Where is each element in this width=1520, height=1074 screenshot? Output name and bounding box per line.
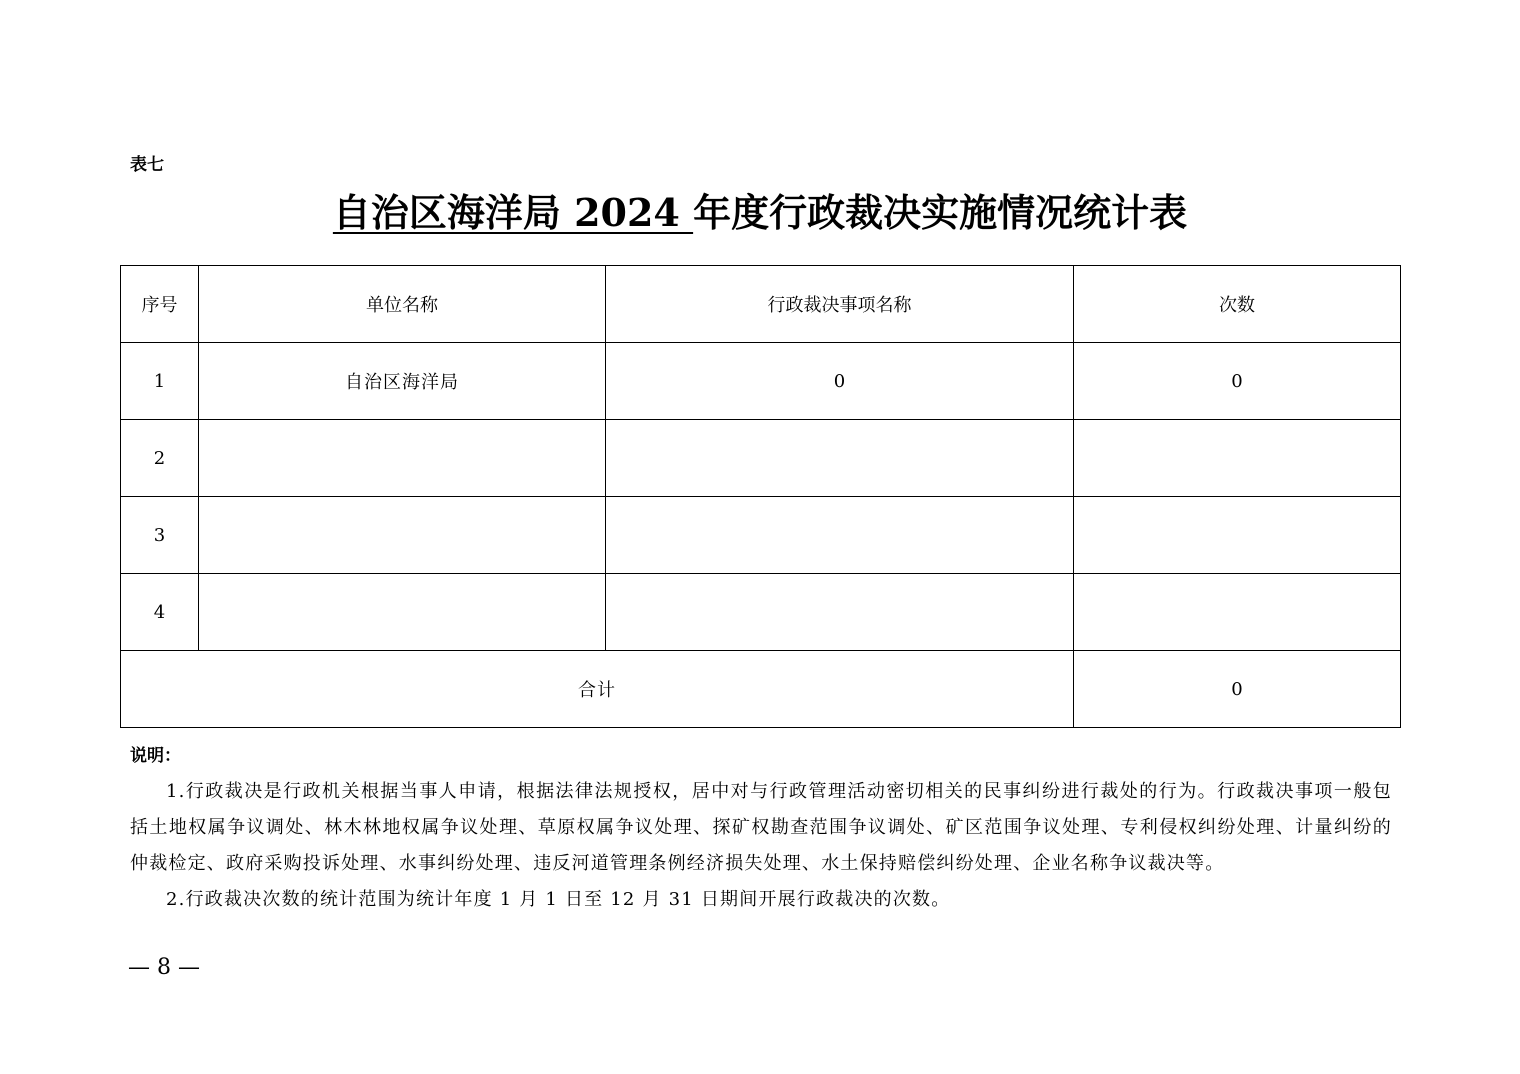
- cell-index: 2: [121, 420, 199, 497]
- note-item: 1.行政裁决是行政机关根据当事人申请，根据法律法规授权，居中对与行政管理活动密切相关的民事纠纷进行裁处的行为。行政裁决事项一般包括土地权属争议调处、林木林地权属争议处理、草原权属争议处理、探矿权勘查范围争议调处、矿区范围争议处理、专利侵权纠纷处理、计量纠纷的仲裁检定、政府采购投诉处理、水事纠纷处理、违反河道管理条例经济损失处理、水土保持赔偿纠纷处理、企业名称争议裁决等。: [130, 781, 1392, 874]
- title-underlined-part: 自治区海洋局 2024: [332, 190, 694, 235]
- header-unit-name: 单位名称: [199, 266, 606, 343]
- table-row: [121, 343, 1401, 420]
- total-row: [121, 651, 1401, 728]
- cell-unit-name: [199, 574, 606, 651]
- cell-count: 0: [1074, 343, 1401, 420]
- cell-unit-name: 自治区海洋局: [199, 343, 606, 420]
- page-title: [0, 182, 1520, 237]
- cell-matter-name: [606, 420, 1074, 497]
- cell-matter-name: [606, 497, 1074, 574]
- table-row: [121, 574, 1401, 651]
- cell-unit-name: [199, 497, 606, 574]
- cell-count: [1074, 574, 1401, 651]
- cell-count: [1074, 420, 1401, 497]
- table-row: [121, 420, 1401, 497]
- table-header-row: [121, 266, 1401, 343]
- cell-unit-name: [199, 420, 606, 497]
- cell-count: [1074, 497, 1401, 574]
- total-value: 0: [1074, 651, 1401, 728]
- statistics-table: [120, 265, 1401, 728]
- cell-matter-name: 0: [606, 343, 1074, 420]
- cell-matter-name: [606, 574, 1074, 651]
- cell-index: 3: [121, 497, 199, 574]
- cell-index: 4: [121, 574, 199, 651]
- total-label: 合计: [121, 651, 1074, 728]
- cell-index: 1: [121, 343, 199, 420]
- page-number: — 8 —: [128, 955, 200, 980]
- header-count: 次数: [1074, 266, 1401, 343]
- table-label: 表七: [130, 155, 164, 175]
- table-row: [121, 497, 1401, 574]
- header-matter-name: 行政裁决事项名称: [606, 266, 1074, 343]
- note-item: 2.行政裁决次数的统计范围为统计年度 1 月 1 日至 12 月 31 日期间开展行政裁决的次数。: [166, 889, 951, 910]
- notes-section: [130, 738, 1392, 918]
- header-index: 序号: [121, 266, 199, 343]
- title-rest: 年度行政裁决实施情况统计表: [693, 190, 1188, 235]
- notes-label: 说明：: [130, 746, 181, 766]
